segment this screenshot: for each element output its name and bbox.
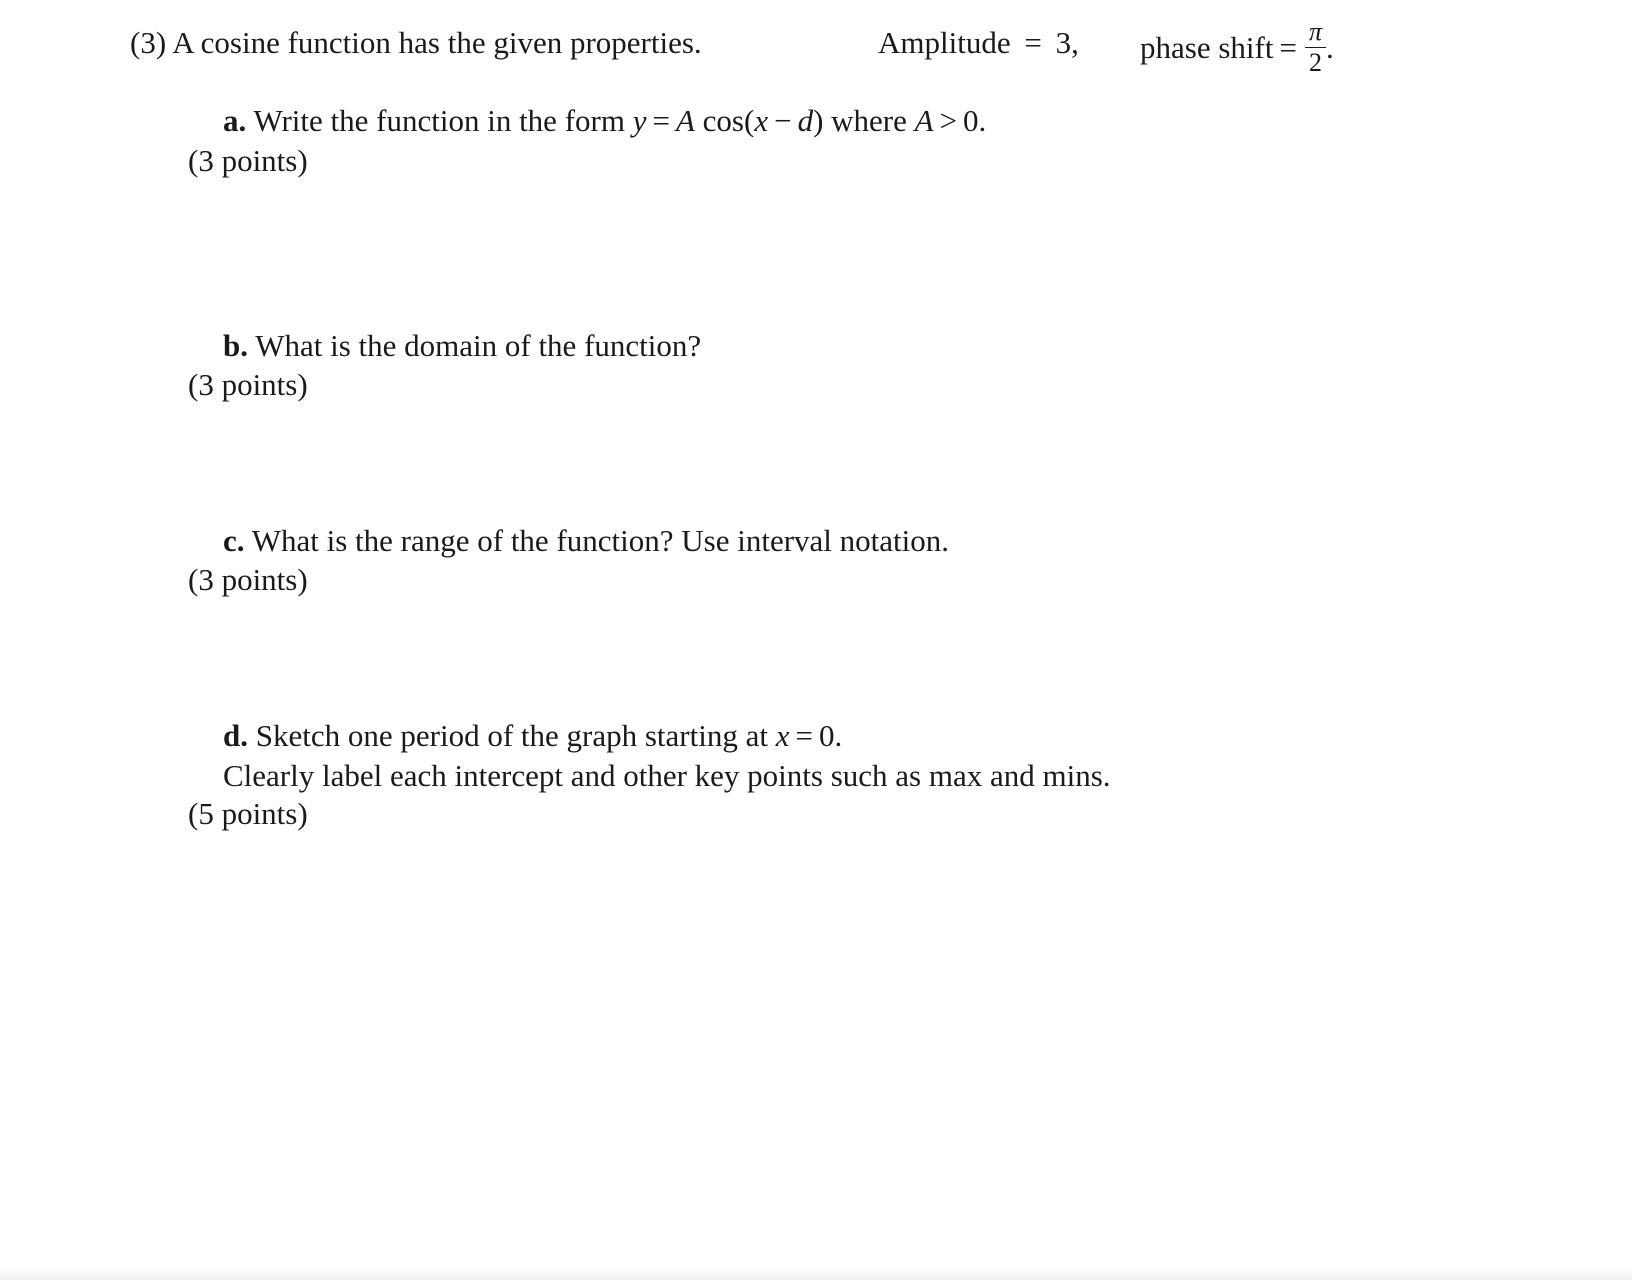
part-d-prompt: [223, 720, 842, 751]
page-bottom-edge: [0, 1266, 1632, 1280]
part-a-cos: cos(: [694, 103, 755, 138]
question-header: [130, 27, 702, 58]
part-a-points: (3 points): [188, 143, 308, 178]
part-a-label: a.: [223, 103, 247, 138]
part-d-text: Sketch one period of the graph starting at: [255, 718, 776, 753]
part-d-label: d.: [223, 718, 248, 753]
phase-shift-period: .: [1325, 29, 1334, 65]
phase-shift-property: [1140, 12, 1334, 82]
amplitude-label: Amplitude: [878, 25, 1011, 60]
part-d-points: (5 points): [188, 796, 308, 831]
part-c-label: c.: [223, 523, 245, 558]
part-d-var-x: x: [775, 718, 790, 753]
part-b-text: What is the domain of the function?: [255, 328, 702, 363]
part-a-close-paren: ): [813, 103, 824, 138]
part-a-where: where: [823, 103, 915, 138]
part-c-text: What is the range of the function? Use interval notation.: [251, 523, 949, 558]
phase-shift-numerator: π: [1305, 19, 1326, 48]
amplitude-value: 3,: [1055, 25, 1079, 60]
phase-shift-fraction: [1305, 16, 1326, 77]
phase-shift-label: phase shift: [1140, 29, 1274, 65]
part-a-equals: =: [652, 103, 670, 138]
part-b-points: (3 points): [188, 367, 308, 402]
question-intro: A cosine function has the given properties.: [172, 25, 702, 60]
amplitude-equals: =: [1024, 25, 1042, 60]
part-a-var-y: y: [632, 103, 647, 138]
part-a-minus: −: [774, 103, 792, 138]
part-a-prompt: [223, 105, 986, 136]
part-d-zero: 0.: [818, 718, 843, 753]
part-b-label: b.: [223, 328, 248, 363]
part-d-equals: =: [795, 718, 813, 753]
part-a-zero: 0.: [963, 103, 987, 138]
part-a-gt: >: [939, 103, 958, 138]
part-a-var-d: d: [797, 103, 814, 138]
part-a-text: Write the function in the form: [253, 103, 633, 138]
question-number: (3): [130, 25, 167, 60]
part-c-points: (3 points): [188, 562, 308, 597]
part-a-var-A: A: [675, 103, 695, 138]
part-c-prompt: [223, 525, 949, 556]
phase-shift-denominator: 2: [1308, 47, 1322, 77]
phase-shift-equals: =: [1279, 29, 1297, 65]
part-b-prompt: [223, 330, 701, 361]
part-d-instructions: Clearly label each intercept and other key points such as max and mins.: [223, 758, 1111, 793]
part-a-var-A2: A: [914, 103, 934, 138]
part-a-var-x: x: [754, 103, 769, 138]
amplitude-property: [878, 27, 1079, 58]
